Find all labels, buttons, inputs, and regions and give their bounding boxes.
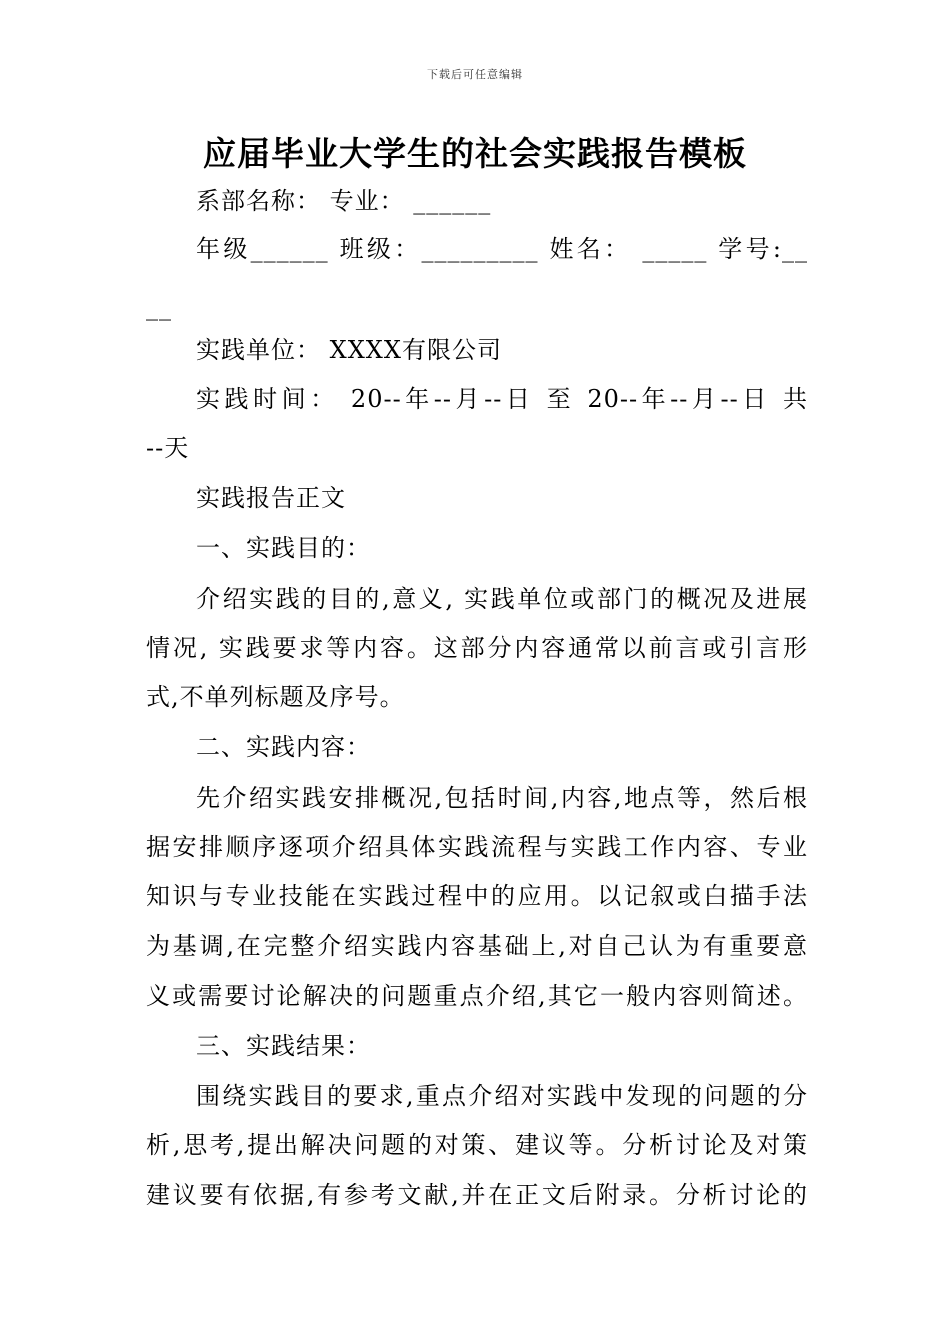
info-grade-line: 年级______ 班级：_________ 姓名： _____ 学号:__ <box>196 235 808 263</box>
page-title: 应届毕业大学生的社会实践报告模板 <box>203 134 747 173</box>
section-body-heading: 实践报告正文 <box>196 484 346 512</box>
info-grade-line-cont: __ <box>146 293 172 321</box>
section-1-heading: 一、实践目的： <box>196 534 371 562</box>
paragraph-line: 析,思考,提出解决问题的对策、建议等。分析讨论及对策 <box>146 1131 808 1159</box>
info-time-line-cont: --天 <box>146 434 190 462</box>
paragraph-line: 先介绍实践安排概况,包括时间,内容,地点等，然后根 <box>196 784 808 812</box>
paragraph-line: 知识与专业技能在实践过程中的应用。以记叙或白描手法 <box>146 882 808 910</box>
info-unit-line: 实践单位： XXXX有限公司 <box>196 336 502 364</box>
paragraph-line: 情况, 实践要求等内容。这部分内容通常以前言或引言形 <box>146 634 808 662</box>
paragraph-line: 据安排顺序逐项介绍具体实践流程与实践工作内容、专业 <box>146 833 808 861</box>
paragraph-line: 建议要有依据,有参考文献,并在正文后附录。分析讨论的 <box>146 1181 808 1209</box>
info-department-line: 系部名称： 专业： ______ <box>196 187 492 215</box>
section-2-heading: 二、实践内容： <box>196 733 371 761</box>
section-3-heading: 三、实践结果： <box>196 1032 371 1060</box>
paragraph-line: 为基调,在完整介绍实践内容基础上,对自己认为有重要意 <box>146 932 808 960</box>
paragraph-line: 介绍实践的目的,意义, 实践单位或部门的概况及进展 <box>196 585 808 613</box>
info-time-line: 实践时间： 20--年--月--日 至 20--年--月--日 共 <box>196 385 808 413</box>
paragraph-line: 义或需要讨论解决的问题重点介绍,其它一般内容则简述。 <box>146 982 808 1010</box>
header-note: 下载后可任意编辑 <box>427 68 523 81</box>
paragraph-line: 式,不单列标题及序号。 <box>146 683 405 711</box>
paragraph-line: 围绕实践目的要求,重点介绍对实践中发现的问题的分 <box>196 1082 808 1110</box>
